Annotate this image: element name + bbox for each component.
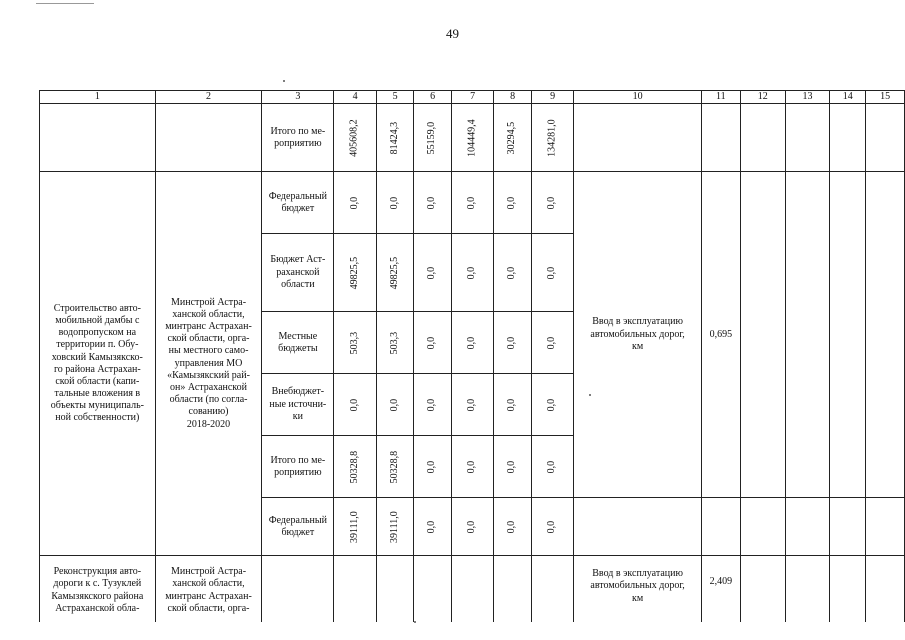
value-cell xyxy=(494,436,532,498)
empty-cell xyxy=(740,556,785,622)
indicator-name: Ввод в эксплуатацию автомобильных дорог, км xyxy=(574,556,702,622)
value-text: 0,0 xyxy=(466,520,478,533)
funding-source: Бюджет Аст- раханской области xyxy=(262,234,334,312)
value-text: 0,0 xyxy=(466,460,478,473)
column-header: 13 xyxy=(785,91,830,104)
value-cell xyxy=(334,234,377,312)
column-header: 3 xyxy=(262,91,334,104)
value-text: 0,0 xyxy=(506,398,518,411)
value-text: 0,0 xyxy=(546,336,558,349)
value-text: 0,0 xyxy=(388,196,400,209)
value-text: 0,0 xyxy=(426,266,438,279)
value-cell xyxy=(451,374,494,436)
value-text: 0,0 xyxy=(506,266,518,279)
value-cell xyxy=(414,234,452,312)
value-cell xyxy=(334,312,377,374)
value-cell xyxy=(376,104,414,172)
value-cell xyxy=(376,172,414,234)
value-cell xyxy=(376,436,414,498)
value-cell xyxy=(494,234,532,312)
indicator-cell xyxy=(574,498,702,556)
measure-name: Реконструкция авто- дороги к с. Тузуклей Камызякского района Астраханской обла- xyxy=(40,556,156,622)
column-header: 2 xyxy=(155,91,262,104)
value-cell xyxy=(376,234,414,312)
value-cell xyxy=(531,374,574,436)
value-cell xyxy=(451,312,494,374)
column-header: 6 xyxy=(414,91,452,104)
empty-cell xyxy=(740,498,785,556)
value-cell xyxy=(494,104,532,172)
budget-table xyxy=(39,90,905,622)
value-text: 0,0 xyxy=(348,196,360,209)
value-text: 405608,2 xyxy=(348,118,360,157)
value-text: 30294,5 xyxy=(506,121,518,154)
value-cell xyxy=(376,374,414,436)
indicator-value-cell xyxy=(701,498,740,556)
page-number: 49 xyxy=(446,26,459,41)
value-cell xyxy=(334,436,377,498)
value-cell xyxy=(451,498,494,556)
value-text: 49825,5 xyxy=(388,256,400,289)
executor-cell xyxy=(155,104,262,172)
value-cell xyxy=(531,234,574,312)
empty-cell xyxy=(785,556,830,622)
funding-source: Федеральный бюджет xyxy=(262,172,334,234)
value-text: 0,0 xyxy=(426,398,438,411)
scan-dot xyxy=(283,80,285,82)
value-text: 134281,0 xyxy=(546,118,558,157)
value-cell xyxy=(531,436,574,498)
value-text: 39111,0 xyxy=(388,510,400,543)
funding-source: Внебюджет- ные источни- ки xyxy=(262,374,334,436)
value-cell xyxy=(414,436,452,498)
empty-cell xyxy=(785,172,830,498)
value-text: 0,0 xyxy=(426,460,438,473)
value-text: 0,0 xyxy=(466,398,478,411)
empty-cell xyxy=(866,498,905,556)
column-header: 1 xyxy=(40,91,156,104)
value-text: 0,0 xyxy=(546,196,558,209)
empty-cell xyxy=(740,104,785,172)
value-cell xyxy=(494,374,532,436)
column-header: 9 xyxy=(531,91,574,104)
empty-cell xyxy=(830,104,866,172)
scan-artifact xyxy=(36,0,94,4)
value-cell xyxy=(376,556,414,622)
value-text: 0,0 xyxy=(506,520,518,533)
empty-cell xyxy=(830,172,866,498)
executor-name: Минстрой Астра- ханской области, минтранс Астрахан- ской области, орга- ны местного само- управления МО «Камызякский рай- он» Астраханской области (по согла- сованию) 2018-2020 xyxy=(155,172,262,556)
value-text: 0,0 xyxy=(466,266,478,279)
indicator-value: 2,409 xyxy=(701,556,740,622)
column-header: 7 xyxy=(451,91,494,104)
value-cell xyxy=(494,498,532,556)
value-cell xyxy=(451,172,494,234)
value-cell xyxy=(414,498,452,556)
value-text: 39111,0 xyxy=(348,510,360,543)
value-cell xyxy=(414,172,452,234)
value-text: 50328,8 xyxy=(348,450,360,483)
value-cell xyxy=(414,104,452,172)
empty-cell xyxy=(785,104,830,172)
column-header: 15 xyxy=(866,91,905,104)
value-cell xyxy=(494,172,532,234)
value-cell xyxy=(414,374,452,436)
value-text: 503,3 xyxy=(388,331,400,354)
value-cell xyxy=(334,556,377,622)
value-text: 104449,4 xyxy=(466,118,478,157)
measure-cell xyxy=(40,104,156,172)
table-row xyxy=(40,556,905,622)
value-cell xyxy=(451,436,494,498)
value-cell xyxy=(414,556,452,622)
funding-source xyxy=(262,556,334,622)
value-text: 0,0 xyxy=(546,460,558,473)
value-cell xyxy=(494,312,532,374)
header-row xyxy=(40,91,905,104)
value-text: 0,0 xyxy=(426,520,438,533)
value-text: 55159,0 xyxy=(426,121,438,154)
column-header: 12 xyxy=(740,91,785,104)
value-text: 0,0 xyxy=(506,336,518,349)
column-header: 5 xyxy=(376,91,414,104)
column-header: 8 xyxy=(494,91,532,104)
value-text: 81424,3 xyxy=(388,121,400,154)
value-text: 0,0 xyxy=(348,398,360,411)
measure-name: Строительство авто- мобильной дамбы с водопропуском на территории п. Обу- ховский Камызякско- го района Астрахан- ской области (капи- тальные вложения в объекты муниципаль- ной собственности) xyxy=(40,172,156,556)
value-text: 0,0 xyxy=(546,398,558,411)
empty-cell xyxy=(866,556,905,622)
value-cell xyxy=(334,498,377,556)
empty-cell xyxy=(866,172,905,498)
indicator-name: Ввод в эксплуатацию автомобильных дорог, км xyxy=(574,172,702,498)
value-cell xyxy=(451,556,494,622)
value-text: 503,3 xyxy=(348,331,360,354)
empty-cell xyxy=(866,104,905,172)
funding-source: Местные бюджеты xyxy=(262,312,334,374)
empty-cell xyxy=(785,498,830,556)
value-cell xyxy=(451,234,494,312)
value-cell xyxy=(531,312,574,374)
value-cell xyxy=(414,312,452,374)
value-text: 0,0 xyxy=(388,398,400,411)
value-text: 0,0 xyxy=(546,520,558,533)
indicator-value-cell xyxy=(701,104,740,172)
funding-source: Итого по ме- роприятию xyxy=(262,104,334,172)
funding-source: Федеральный бюджет xyxy=(262,498,334,556)
value-cell xyxy=(334,104,377,172)
column-header: 4 xyxy=(334,91,377,104)
value-text: 50328,8 xyxy=(388,450,400,483)
column-header: 11 xyxy=(701,91,740,104)
value-cell xyxy=(531,556,574,622)
funding-source: Итого по ме- роприятию xyxy=(262,436,334,498)
value-text: 0,0 xyxy=(506,196,518,209)
value-text: 0,0 xyxy=(546,266,558,279)
table-row xyxy=(40,172,905,234)
value-cell xyxy=(334,172,377,234)
table-row xyxy=(40,104,905,172)
indicator-value: 0,695 xyxy=(701,172,740,498)
value-cell xyxy=(451,104,494,172)
value-text: 0,0 xyxy=(426,336,438,349)
executor-name: Минстрой Астра- ханской области, минтранс Астрахан- ской области, орга- xyxy=(155,556,262,622)
value-text: 49825,5 xyxy=(348,256,360,289)
value-cell xyxy=(531,104,574,172)
indicator-cell xyxy=(574,104,702,172)
value-cell xyxy=(494,556,532,622)
value-text: 0,0 xyxy=(466,196,478,209)
column-header: 14 xyxy=(830,91,866,104)
empty-cell xyxy=(830,556,866,622)
value-cell xyxy=(334,374,377,436)
value-cell xyxy=(531,498,574,556)
value-text: 0,0 xyxy=(426,196,438,209)
value-text: 0,0 xyxy=(466,336,478,349)
value-text: 0,0 xyxy=(506,460,518,473)
value-cell xyxy=(531,172,574,234)
value-cell xyxy=(376,498,414,556)
empty-cell xyxy=(740,172,785,498)
value-cell xyxy=(376,312,414,374)
column-header: 10 xyxy=(574,91,702,104)
empty-cell xyxy=(830,498,866,556)
